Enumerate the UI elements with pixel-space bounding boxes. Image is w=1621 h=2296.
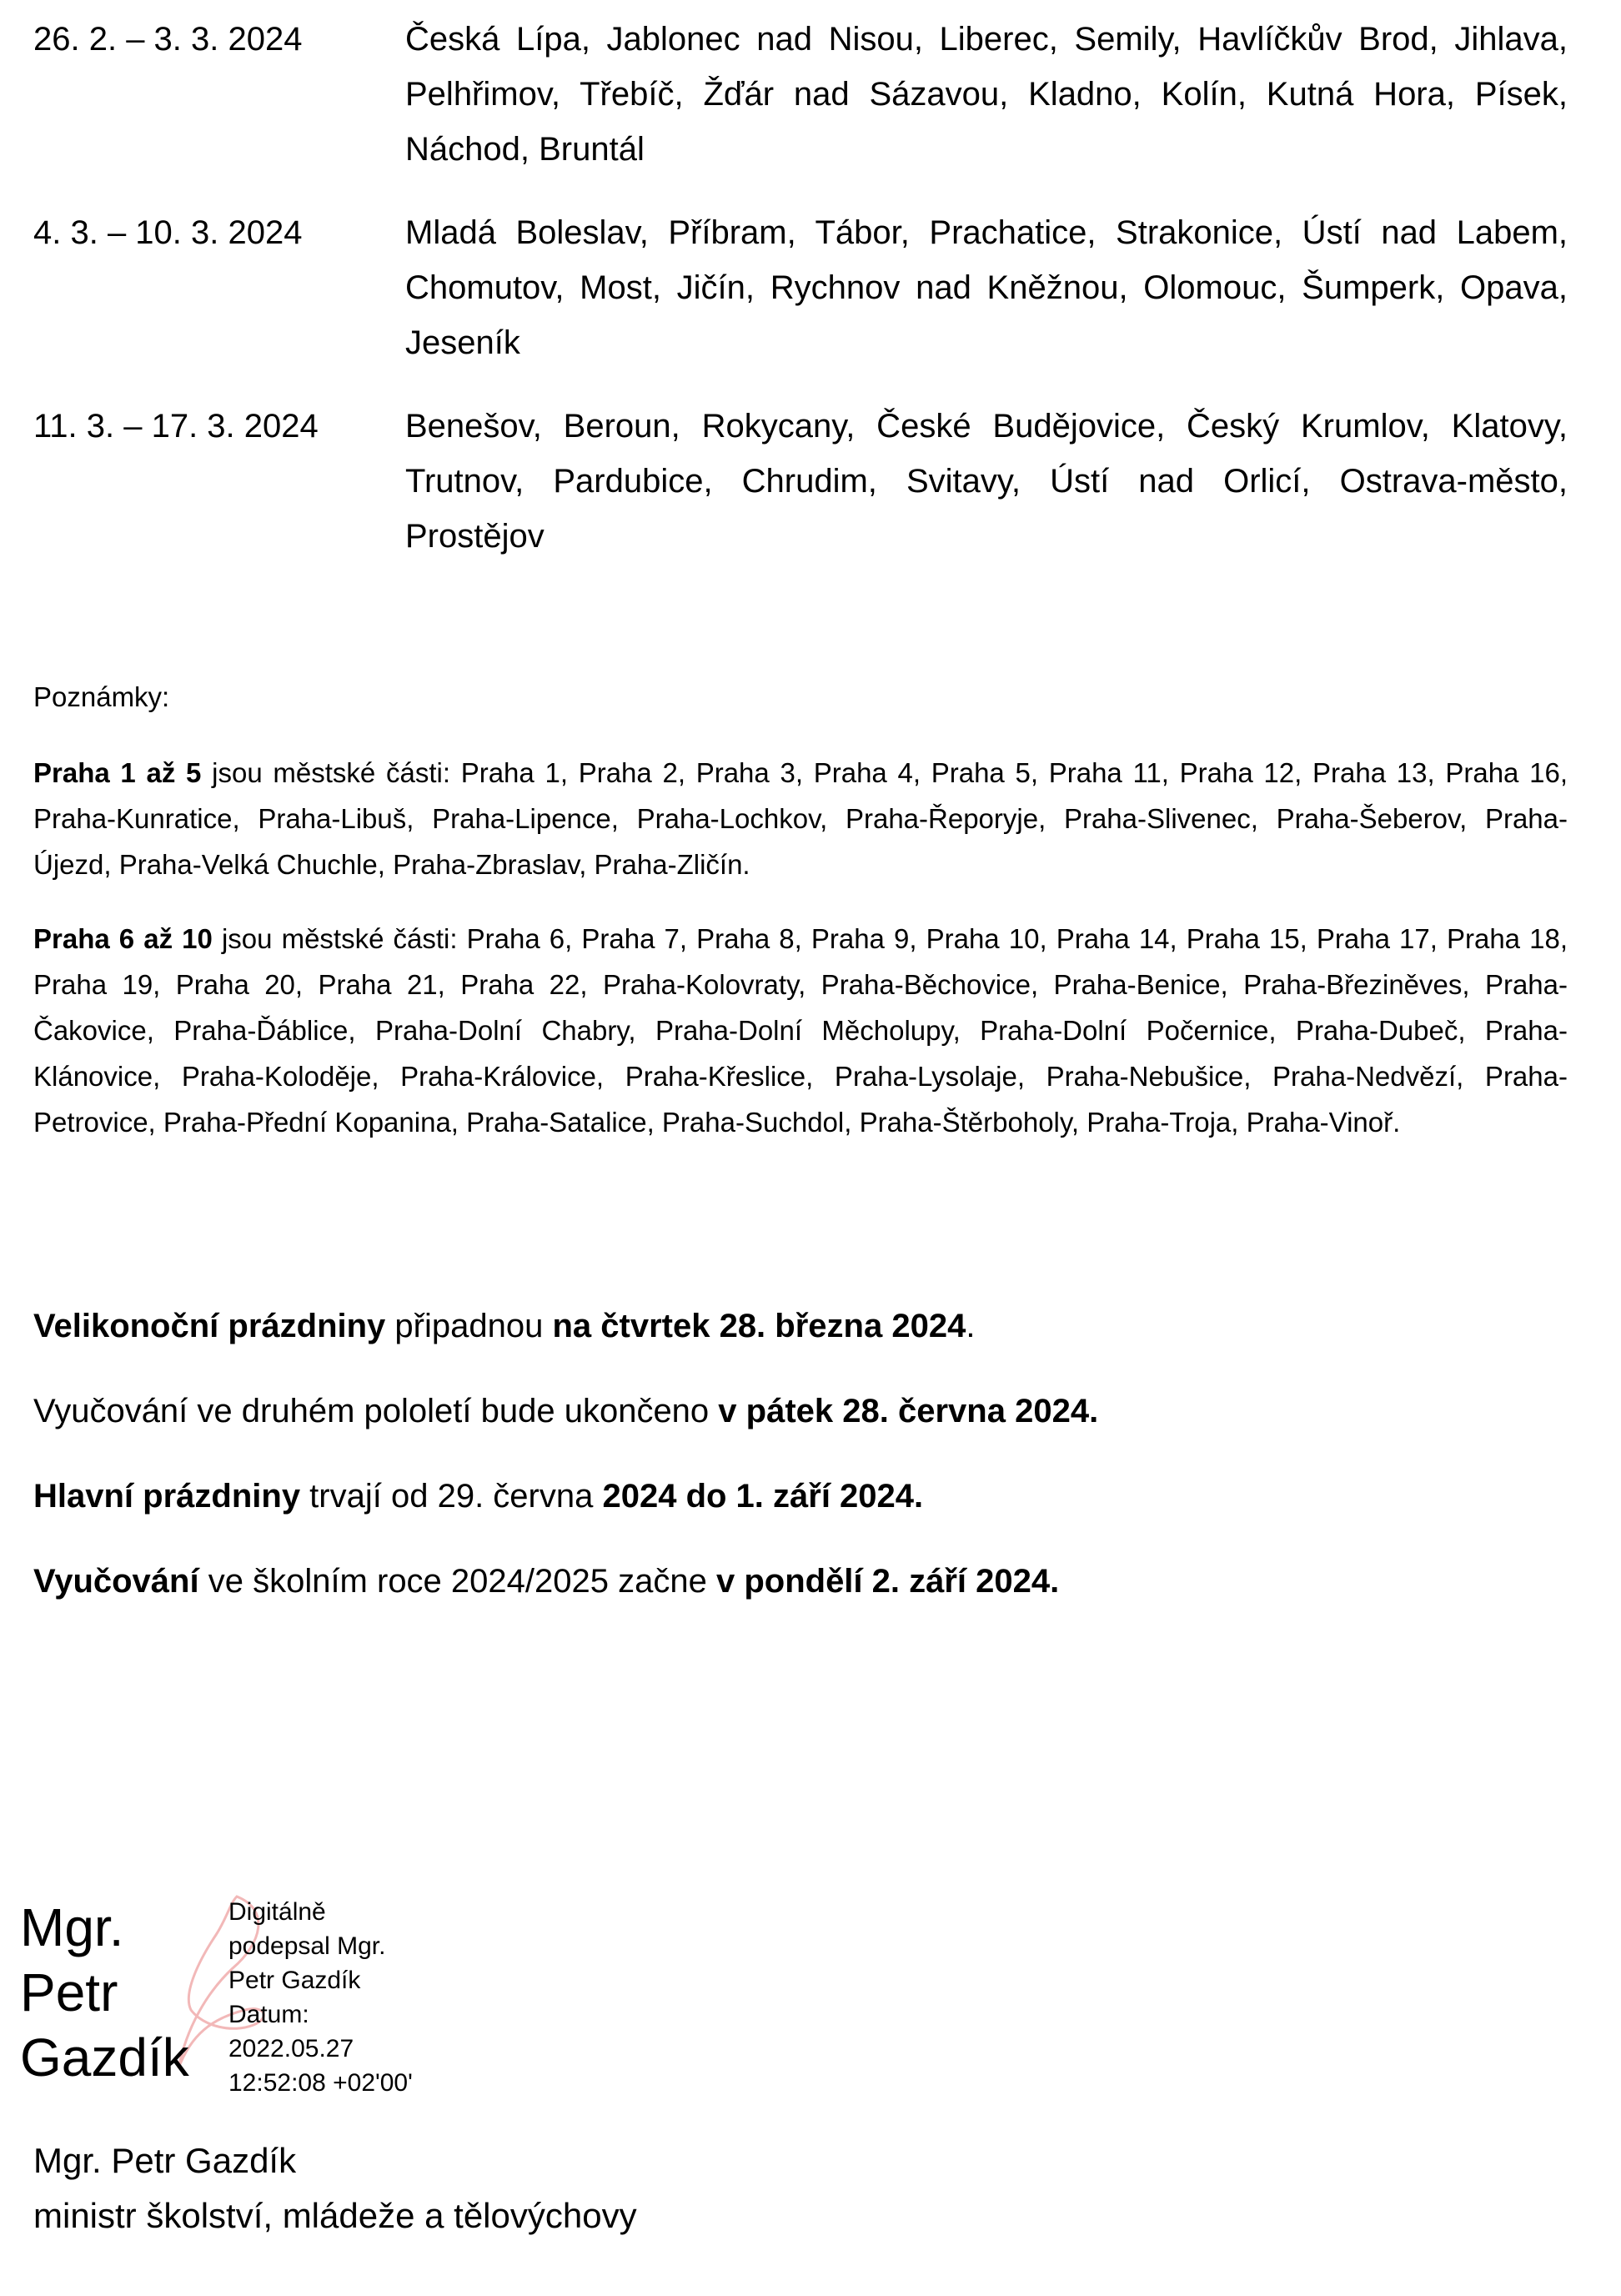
note-prague-6-10 xyxy=(33,916,1568,1145)
schedule-row xyxy=(33,399,1568,564)
school-year-start-statement xyxy=(33,1556,1568,1606)
digital-signature xyxy=(20,1893,454,2097)
statement-bold: Vyučování xyxy=(33,1563,199,1600)
summer-holiday-statement xyxy=(33,1471,1568,1521)
statement-text: trvají od 29. června xyxy=(300,1478,603,1515)
statement-text: ve školním roce 2024/2025 začne xyxy=(198,1563,716,1600)
statement-text: připadnou xyxy=(385,1308,553,1344)
statement-bold: Velikonoční prázdniny xyxy=(33,1308,386,1344)
note-lead: Praha 1 až 5 xyxy=(33,757,202,788)
notes-section xyxy=(33,674,1568,1173)
schedule-row xyxy=(33,205,1568,370)
signature-name-line: Mgr. xyxy=(20,1897,124,1957)
schedule-row xyxy=(33,12,1568,177)
signature-detail-line: Petr Gazdík xyxy=(228,1967,361,1994)
signature-details xyxy=(228,1895,462,2100)
holiday-schedule-table xyxy=(33,12,1568,592)
easter-holiday-statement xyxy=(33,1301,1568,1351)
signature-detail-line: Digitálně xyxy=(228,1898,326,1926)
statement-bold: 2024 do 1. září 2024. xyxy=(602,1478,924,1515)
statement-bold: na čtvrtek 28. března 2024 xyxy=(552,1308,966,1344)
term-end-statement xyxy=(33,1386,1568,1436)
signature-detail-line: Datum: xyxy=(228,2001,309,2028)
statement-bold: Hlavní prázdniny xyxy=(33,1478,301,1515)
signer-title: ministr školství, mládeže a tělovýchovy xyxy=(33,2196,637,2235)
signature-detail-line: podepsal Mgr. xyxy=(228,1932,386,1960)
statement-text: Vyučování ve druhém pololetí bude ukončeno xyxy=(33,1393,719,1429)
note-text: jsou městské části: Praha 1, Praha 2, Praha 3, Praha 4, Praha 5, Praha 11, Praha 12, Praha 13, Praha 16, Praha-Kunratice, Praha-Libuš, Praha-Lipence, Praha-Lochkov, Praha-Řeporyje, Praha-Slivenec, Praha-Šeberov, Praha-Újezd, Praha-Velká Chuchle, Praha-Zbraslav, Praha-Zličín. xyxy=(33,757,1568,880)
signer-block xyxy=(33,2133,637,2243)
statement-text: . xyxy=(966,1308,976,1344)
statement-bold: v pondělí 2. září 2024. xyxy=(715,1563,1060,1600)
holiday-statements xyxy=(33,1301,1568,1641)
schedule-date: 4. 3. – 10. 3. 2024 xyxy=(33,214,303,251)
note-text: jsou městské části: Praha 6, Praha 7, Praha 8, Praha 9, Praha 10, Praha 14, Praha 15, Praha 17, Praha 18, Praha 19, Praha 20, Praha 21, Praha 22, Praha-Kolovraty, Praha-Běchovice, Praha-Benice, Praha-Březiněves, Praha-Čakovice, Praha-Ďáblice, Praha-Dolní Chabry, Praha-Dolní Měcholupy, Praha-Dolní Počernice, Praha-Dubeč, Praha-Klánovice, Praha-Koloděje, Praha-Královice, Praha-Křeslice, Praha-Lysolaje, Praha-Nebušice, Praha-Nedvězí, Praha-Petrovice, Praha-Přední Kopanina, Praha-Satalice, Praha-Suchdol, Praha-Štěrboholy, Praha-Troja, Praha-Vinoř. xyxy=(33,923,1568,1138)
statement-bold: v pátek 28. června 2024. xyxy=(718,1393,1099,1429)
signature-detail-line: 12:52:08 +02'00' xyxy=(228,2069,413,2097)
schedule-date: 11. 3. – 17. 3. 2024 xyxy=(33,408,319,445)
note-lead: Praha 6 až 10 xyxy=(33,923,213,954)
notes-heading: Poznámky: xyxy=(33,681,170,712)
note-prague-1-5 xyxy=(33,750,1568,887)
signature-name-line: Gazdík xyxy=(20,2027,189,2088)
schedule-date: 26. 2. – 3. 3. 2024 xyxy=(33,21,303,58)
signature-name-line: Petr xyxy=(20,1962,118,2022)
signature-name xyxy=(20,1895,212,2090)
schedule-districts: Mladá Boleslav, Příbram, Tábor, Prachatice, Strakonice, Ústí nad Labem, Chomutov, Most, Jičín, Rychnov nad Kněžnou, Olomouc, Šumperk, Opava, Jeseník xyxy=(405,214,1568,361)
schedule-districts: Česká Lípa, Jablonec nad Nisou, Liberec, Semily, Havlíčkův Brod, Jihlava, Pelhřimov, Třebíč, Žďár nad Sázavou, Kladno, Kolín, Kutná Hora, Písek, Náchod, Bruntál xyxy=(405,21,1568,168)
signature-detail-line: 2022.05.27 xyxy=(228,2035,354,2062)
signer-name: Mgr. Petr Gazdík xyxy=(33,2141,297,2180)
schedule-districts: Benešov, Beroun, Rokycany, České Budějovice, Český Krumlov, Klatovy, Trutnov, Pardubice, Chrudim, Svitavy, Ústí nad Orlicí, Ostrava-město, Prostějov xyxy=(405,408,1568,555)
